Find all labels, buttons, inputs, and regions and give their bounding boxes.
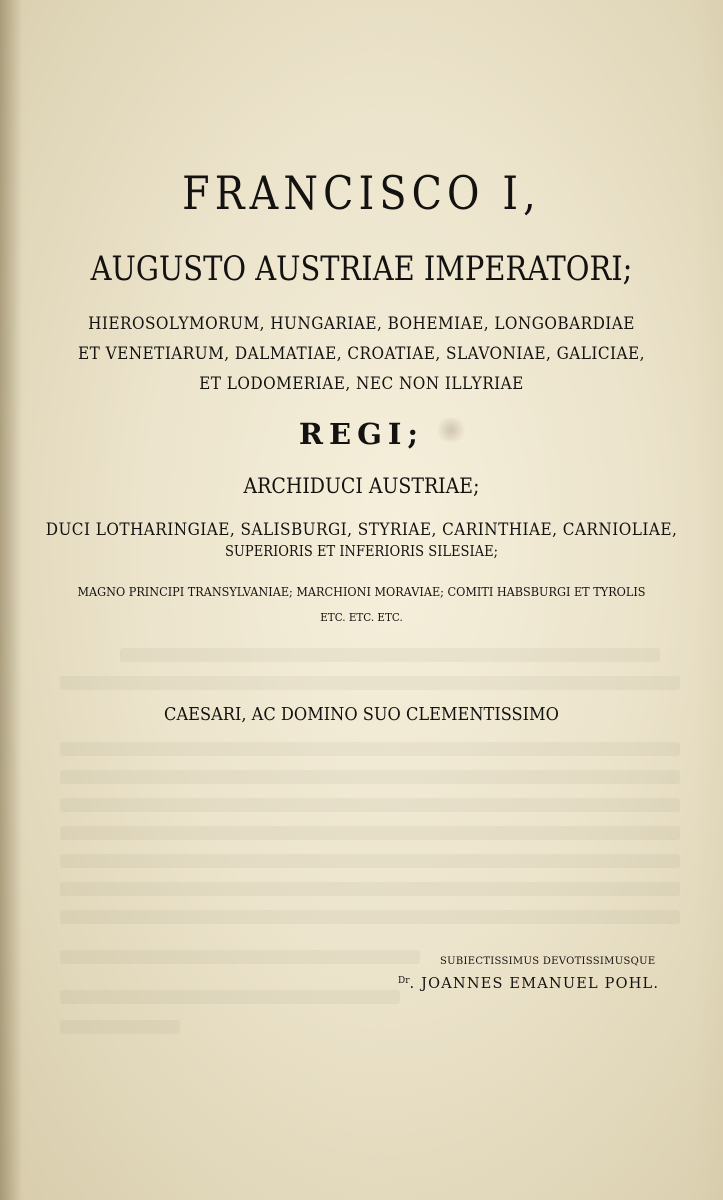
duci-line: DUCI LOTHARINGIAE, SALISBURGI, STYRIAE, CARINTHIAE, CARNIOLIAE,	[45, 520, 678, 540]
bleed-through-line	[60, 676, 680, 690]
author-name: JOANNES EMANUEL POHL.	[421, 976, 660, 992]
bleed-through-line	[60, 742, 680, 756]
bleed-through-line	[60, 798, 680, 812]
bleed-through-line	[60, 826, 680, 840]
author-prefix: Dr	[398, 976, 410, 986]
realms-line: ET LODOMERIAE, NEC NON ILLYRIAE	[199, 374, 524, 394]
realms-line: HIEROSOLYMORUM, HUNGARIAE, BOHEMIAE, LONGOBARDIAE	[88, 314, 635, 334]
author-signature: $^{Dr}$. JOANNES EMANUEL POHL.	[398, 976, 660, 992]
bleed-through-line	[60, 854, 680, 868]
caesari-line: CAESARI, AC DOMINO SUO CLEMENTISSIMO	[164, 704, 559, 725]
magno-line: MAGNO PRINCIPI TRANSYLVANIAE; MARCHIONI MORAVIAE; COMITI HABSBURGI ET TYROLIS	[77, 584, 646, 599]
bleed-through-line	[60, 770, 680, 784]
duci-line: SUPERIORIS ET INFERIORIS SILESIAE;	[224, 544, 499, 560]
bleed-through-line	[60, 990, 400, 1004]
etc-line: ETC. ETC. ETC.	[320, 610, 403, 624]
dedication-title: FRANCISCO I,	[182, 166, 541, 220]
subscription-line: SUBIECTISSIMUS DEVOTISSIMUSQUE	[440, 956, 656, 967]
archiduci-heading: ARCHIDUCI AUSTRIAE;	[243, 474, 480, 498]
bleed-through-line	[60, 882, 680, 896]
dedication-subtitle: AUGUSTO AUSTRIAE IMPERATORI;	[90, 249, 633, 289]
bleed-through-line	[120, 648, 660, 662]
bleed-through-line	[60, 1020, 180, 1034]
realms-line: ET VENETIARUM, DALMATIAE, CROATIAE, SLAVONIAE, GALICIAE,	[77, 344, 645, 364]
regi-heading: REGI;	[298, 417, 425, 451]
bleed-through-line	[60, 950, 420, 964]
bleed-through-line	[60, 910, 680, 924]
